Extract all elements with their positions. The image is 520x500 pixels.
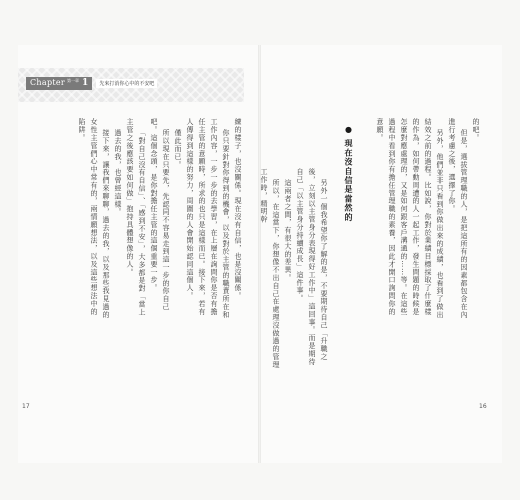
paragraph: 練的樣子，也沒關係。現在沒有自信，也是沒關係。 (234, 118, 242, 300)
chapter-tag (26, 77, 157, 90)
right-page-body-2 (258, 168, 330, 373)
chapter-word: Chapter (30, 78, 66, 87)
section-heading: ● 現在沒自信是當然的 (344, 125, 353, 222)
chapter-number: 1 (82, 78, 89, 88)
paragraph: 接下來，讓我們來聊聊，過去的我，以及那些我見過的女性主管們心中常有的，兩情願想法，以及這些想法中的陷阱。 (78, 118, 110, 319)
paragraph: 所以，在這當下，你想像不出自己在處理沒做過的管理工作時，精明幹 (260, 168, 280, 369)
chapter-label-box (26, 77, 92, 90)
paragraph: 過去的我，也曾經這樣。 (114, 128, 122, 216)
chapter-small-label: 第一章 (67, 78, 80, 83)
paragraph: 所以現在只要先，先認同不容易走到這一步的你自己吧。這個念頭，是你對擔任主管的這個重要一步。 (150, 118, 170, 311)
paragraph: 你只要針對你得到的機會，以及對於主管的職責所在和工作內容，一步一步的去學習，在上層在詢問你是否有擔任主管的意願時，所求的也只是這樣而已。接下來，若有人傳得到這樣的努力，周圍的人會開始認同這個人。 (186, 118, 230, 319)
paragraph: 另外，他們並非只看到你做出來的成績，也看到了做出結效之前的過程。比如說，你對於業績目標採取了什麼樣的作為，如何帶動周遭的人一起工作，發生問題的時候是怎麼對應處理的，又是如何跟客戶溝通的……等。在這些過程中看到你有擔任管理職的素養，因此才開口詢問你的意願。 (376, 118, 444, 319)
left-page-body (76, 118, 244, 323)
chapter-subtitle: 先來打消你心中的不安吧 (96, 79, 157, 88)
paragraph: 但是，選拔管理職的人，是把這所有的因素都包含在內進行考慮之後，選擇了你。 (448, 118, 468, 319)
paragraph: 的吧。 (472, 118, 480, 142)
paragraph: 僅此而已。 (174, 128, 182, 168)
paragraph: 這兩者之間，有很大的差異。 (284, 178, 292, 282)
paragraph: 另外一個我希望你了解的是，不要期待自己「升職之後，立刻以主管身分表現得好工作中」這回事。而是期待自己「以主管身分持續成長」這件事。 (296, 168, 328, 366)
page-number-right: 16 (479, 403, 487, 410)
right-page-body (374, 118, 482, 323)
page-number-left: 17 (22, 403, 30, 410)
paragraph: 「對自己沒有自信」、「感到不安」，大多都是對「當上主管之後應該要如何做」抱持具體想像的人。 (126, 118, 146, 316)
